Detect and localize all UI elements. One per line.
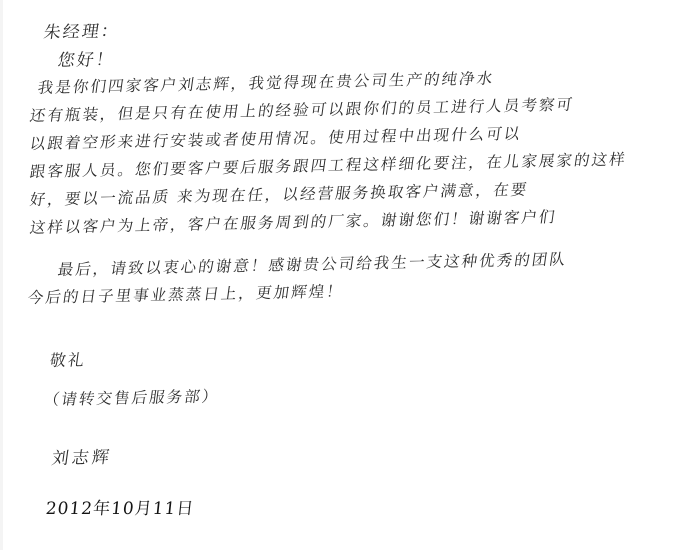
paragraph1-line-1: 我是你们四家客户刘志辉，我觉得现在贵公司生产的纯净水 (36, 69, 496, 97)
greeting: 您好！ (56, 49, 117, 71)
date: 2012年10月11日 (44, 499, 196, 519)
salutation: 朱经理： (42, 21, 122, 43)
paragraph1-line-2: 还有瓶装，但是只有在使用上的经验可以跟你们的员工进行人员考察可 (28, 95, 576, 125)
paragraph2-line-2: 今后的日子里事业蒸蒸日上，更加辉煌！ (26, 282, 346, 307)
routing-note: （请转交售后服务部） (42, 387, 221, 409)
closing: 敬礼 (48, 350, 88, 370)
paragraph2-line-1: 最后，请致以衷心的谢意！感谢贵公司给我生一支这种优秀的团队 (56, 250, 569, 279)
paragraph1-line-6: 这样以客户为上帝，客户在服务周到的厂家。谢谢您们！谢谢客户们 (28, 208, 558, 237)
page-left-edge (0, 0, 3, 550)
paragraph1-line-3: 以跟着空形来进行安装或者使用情况。使用过程中出现什么可以 (28, 124, 523, 153)
signature: 刘志辉 (50, 447, 114, 469)
paragraph1-line-5: 好，要以一流品质 来为现在任，以经营服务换取客户满意，在要 (28, 180, 530, 209)
paragraph1-line-4: 跟客服人员。您们要客户要后服务跟四工程这样细化要注，在儿家展家的这样 (28, 150, 628, 181)
